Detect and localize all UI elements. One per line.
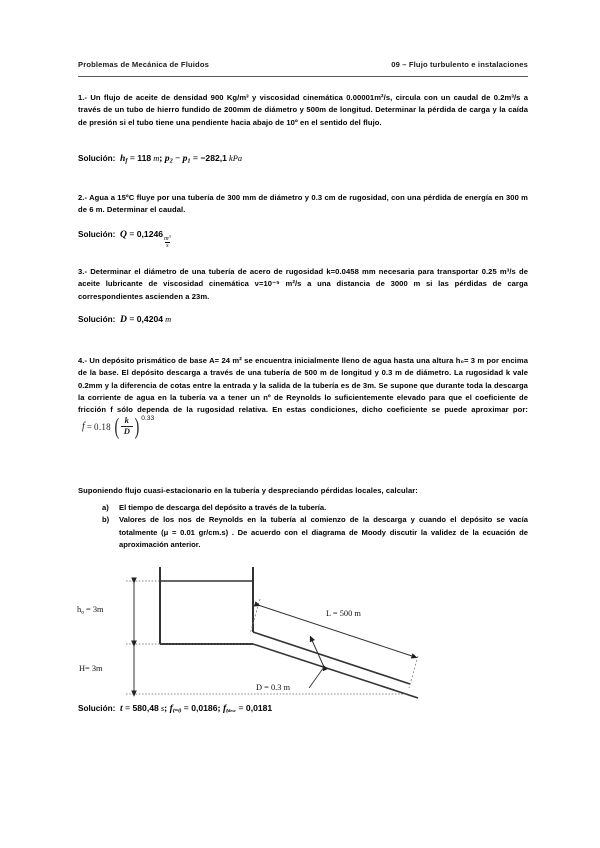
problem-2-text: 2.- Agua a 15ºC fluye por una tubería de 300 mm de diámetro y 0.3 cm de rugosidad, con una pérdida de energía en 300 m de 6 m. Determinar el caudal. — [78, 193, 528, 215]
label-D: D = 0.3 m — [256, 683, 291, 692]
problem-4-statement: 4.- Un depósito prismático de base A= 24 m² se encuentra inicialmente lleno de agua hasta una altura h₀= 3 m por encima de la base. El depósito descarga a través de una tubería de 500 m de longitud y 0.3 m de diámetro. La rugosidad k vale 0.2mm y la diferencia de cotas entre la entrada y la salida de la tubería es de 3m. Se supone que durante toda la descarga la corriente de agua en la tubería va a tener un nº de Reynolds lo suficientemente elevado para que el coeficiente de fricción f sólo dependa de la rugosidad relativa. En estas condiciones, dicho coeficiente se puede aproximar por: — [78, 356, 528, 415]
problem-4-solution-label: Solución: — [78, 704, 116, 713]
formula-exponent: 0.33 — [141, 415, 155, 423]
list-item-label: Valores de los nos de Reynolds en la tubería al comienzo de la descarga y cuando el depósito se vacía totalmente (μ = 0.01 gr/cm.s) . De acuerdo con el diagrama de Moody discutir la validez de la ecuación de aproximación anterior. — [119, 515, 528, 549]
header-right-title: 09 – Flujo turbulento e instalaciones — [391, 60, 528, 69]
problem-4-text — [78, 355, 528, 440]
formula-parenthesis-group — [113, 414, 155, 440]
problem-4-solution: Solución: t = 580,48 s; $f_{t=0} = 0,0186$; $f_{tdesc} = 0,0181$ — [78, 703, 273, 715]
problem-4-intro: Suponiendo flujo cuasi-estacionario en la tubería y despreciando pérdidas locales, calcular: — [78, 486, 418, 495]
list-item — [102, 514, 528, 551]
right-paren-glyph: ) — [134, 414, 140, 440]
problem-2-solution-label: Solución: — [78, 230, 116, 239]
label-L: L = 500 m — [326, 609, 361, 618]
h0-dimension — [126, 581, 253, 644]
problem-3-solution: Solución: D = 0,4204 m — [78, 314, 172, 325]
problem-4-items — [102, 502, 528, 551]
list-item-marker: b) — [102, 515, 110, 525]
list-item-marker: a) — [102, 503, 109, 512]
q-units-fraction: $\frac{m^3}{s}$ — [164, 233, 171, 250]
formula-lhs: f — [82, 420, 85, 432]
label-h0-subscript: o — [81, 609, 84, 616]
fraction-denominator: D — [121, 426, 133, 437]
problem-1-solution-label: Solución: — [78, 154, 116, 163]
fraction-numerator: k — [124, 415, 130, 426]
problem-3-solution-label: Solución: — [78, 315, 116, 324]
formula-coefficient: 0.18 — [94, 421, 111, 432]
friction-coefficient-formula — [82, 414, 155, 440]
tank-pipe-diagram — [78, 558, 528, 708]
header-left-title: Problemas de Mecánica de Fluidos — [78, 60, 209, 69]
tank-outline — [160, 567, 253, 644]
list-item — [102, 502, 528, 514]
problem-3-text: 3.- Determinar el diámetro de una tubería de acero de rugosidad k=0.0458 mm necesaria para transportar 0.25 m³/s de aceite lubricante de viscosidad cinemática ν=10⁻⁵ m²/s a una distancia de 3000 m si las pérdidas de carga correspondientes ascienden a 23m. — [78, 267, 528, 301]
formula-equals: = — [86, 421, 93, 432]
problem-1-solution: Solución: $h_f = 118$ m; $p_2 - p_1 = -282,1$ kPa — [78, 153, 243, 165]
label-h0-value: = 3m — [86, 605, 104, 614]
label-H: H= 3m — [79, 664, 103, 673]
page-header — [78, 60, 528, 69]
k-over-d-fraction — [121, 416, 133, 437]
header-divider — [78, 76, 528, 77]
problem-1-text: 1.- Un flujo de aceite de densidad 900 Kg/m³ y viscosidad cinemática 0.00001m²/s, circula con un caudal de 0.2m³/s a través de un tubo de hierro fundido de 200mm de diámetro y 500m de longitud. Determinar la pérdida de carga y la caída de presión si el tubo tiene una pendiente hacia abajo de 10º en el sentido del flujo. — [78, 93, 528, 127]
list-item-label: El tiempo de descarga del depósito a través de la tubería. — [119, 503, 327, 512]
label-h0 — [77, 605, 104, 615]
problem-2-solution: Solución: Q = 0,1246 $\frac{m^3}{s}$ — [78, 229, 171, 250]
label-h0-symbol: h — [77, 605, 82, 614]
diagram-svg — [78, 558, 528, 708]
left-paren-glyph: ( — [114, 414, 120, 440]
